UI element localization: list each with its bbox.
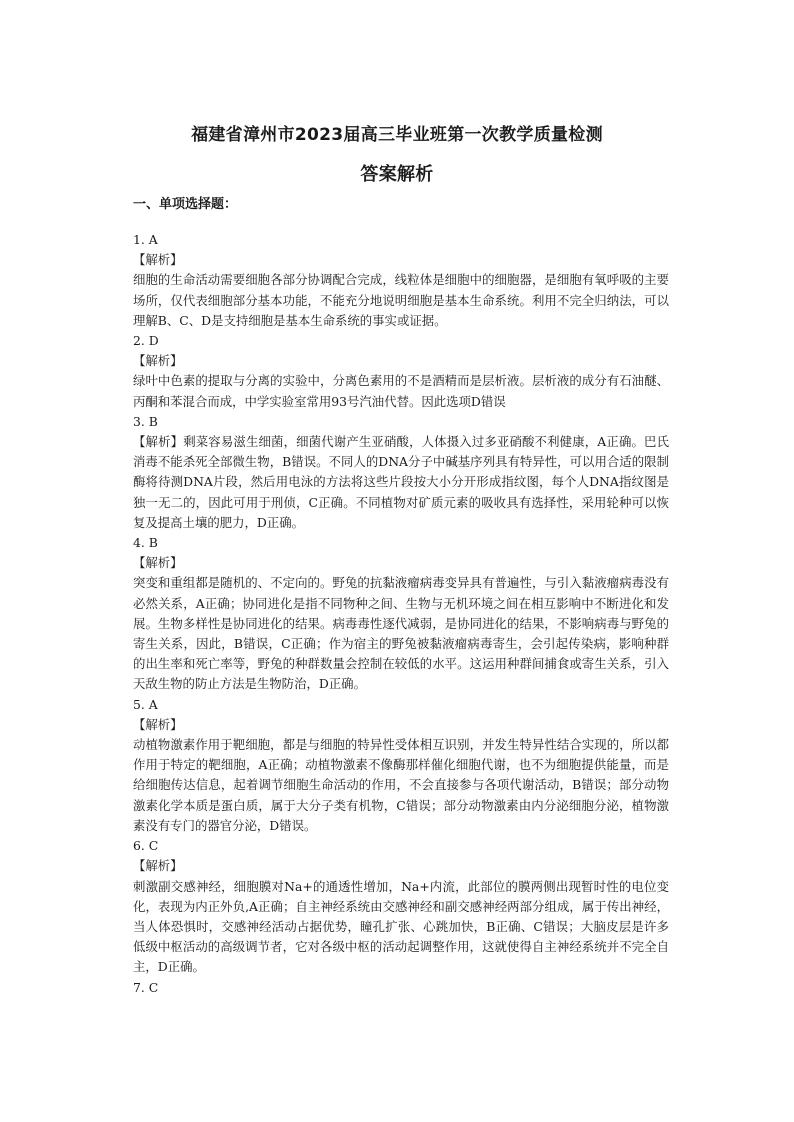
answers-list	[133, 230, 669, 998]
answer-item	[133, 331, 669, 412]
analysis-text: 细胞的生命活动需要细胞各部分协调配合完成，线粒体是细胞中的细胞器，是细胞有氧呼吸的主要场所，仅代表细胞部分基本功能，不能充分地说明细胞是基本生命系统。利用不完全归纳法，可以理解B、C、D是支持细胞是基本生命系统的事实或证据。	[133, 272, 669, 328]
analysis-text: 绿叶中色素的提取与分离的实验中，分离色素用的不是酒精而是层析液。层析液的成分有石油醚、丙酮和苯混合而成，中学实验室常用93号汽油代替。因此选项D错误	[133, 373, 669, 409]
answer-item	[133, 533, 669, 695]
answer-number: 3. B	[133, 413, 158, 429]
answer-number: 4. B	[133, 535, 158, 551]
answer-item	[133, 836, 669, 977]
section-heading: 一、单项选择题：	[133, 197, 238, 212]
analysis-text: 突变和重组都是随机的、不定向的。野兔的抗黏液瘤病毒变异具有普遍性，与引入黏液瘤病毒没有必然关系，A正确；协同进化是指不同物种之间、生物与无机环境之间在相互影响中不断进化和发展。生物多样性是协同进化的结果。病毒毒性逐代减弱，是协同进化的结果，不影响病毒与野兔的寄生关系，因此，B错误，C正确；作为宿主的野兔被黏液瘤病毒寄生，会引起传染病，影响种群的出生率和死亡率等，野兔的种群数量会控制在较低的水平。这运用种群间捕食或寄生关系，引入天敌生物的防止方法是生物防治，D正确。	[133, 575, 669, 692]
analysis-text: 【解析】剩菜容易滋生细菌，细菌代谢产生亚硝酸，人体摄入过多亚硝酸不利健康，A正确。巴氏消毒不能杀死全部微生物，B错误。不同人的DNA分子中碱基序列具有特异性，可以用合适的限制酶将待测DNA片段，然后用电泳的方法将这些片段按大小分开形成指纹图，每个人DNA指纹图是独一无二的，因此可用于刑侦，C正确。不同植物对矿质元素的吸收具有选择性，采用轮种可以恢复及提高土壤的肥力，D正确。	[133, 434, 669, 530]
analysis-tag: 【解析】	[133, 716, 183, 732]
analysis-tag: 【解析】	[133, 252, 183, 268]
answer-number: 7. C	[133, 979, 159, 995]
answer-item	[133, 412, 669, 533]
page-title: 福建省漳州市2023届高三毕业班第一次教学质量检测	[191, 125, 603, 145]
analysis-text: 刺激副交感神经，细胞膜对Na+的通透性增加，Na+内流，此部位的膜两侧出现暂时性的电位变化，表现为内正外负,A正确；自主神经系统由交感神经和副交感神经两部分组成，属于传出神经，当人体恐惧时，交感神经活动占据优势，瞳孔扩张、心跳加快，B正确、C错误；大脑皮层是许多低级中枢活动的高级调节者，它对各级中枢的活动起调整作用，这就使得自主神经系统并不完全自主，D正确。	[133, 878, 669, 975]
answer-number: 1. A	[133, 232, 158, 247]
answer-item	[133, 978, 669, 998]
analysis-tag: 【解析】	[133, 353, 183, 369]
page-subtitle: 答案解析	[360, 164, 434, 185]
answer-item	[133, 230, 669, 331]
analysis-tag: 【解析】	[133, 858, 183, 874]
answer-number: 6. C	[133, 838, 159, 854]
answer-item	[133, 695, 669, 836]
answer-number: 2. D	[133, 333, 159, 349]
answer-number: 5. A	[133, 696, 158, 712]
analysis-tag: 【解析】	[133, 555, 183, 571]
analysis-text: 动植物激素作用于靶细胞，都是与细胞的特异性受体相互识别，并发生特异性结合实现的，所以都作用于特定的靶细胞，A正确；动植物激素不像酶那样催化细胞代谢，也不为细胞提供能量，而是给细胞传达信息，起着调节细胞生命活动的作用，不会直接参与各项代谢活动，B错误；部分动物激素化学本质是蛋白质，属于大分子类有机物，C错误；部分动物激素由内分泌细胞分泌，植物激素没有专门的器官分泌，D错误。	[133, 737, 669, 833]
